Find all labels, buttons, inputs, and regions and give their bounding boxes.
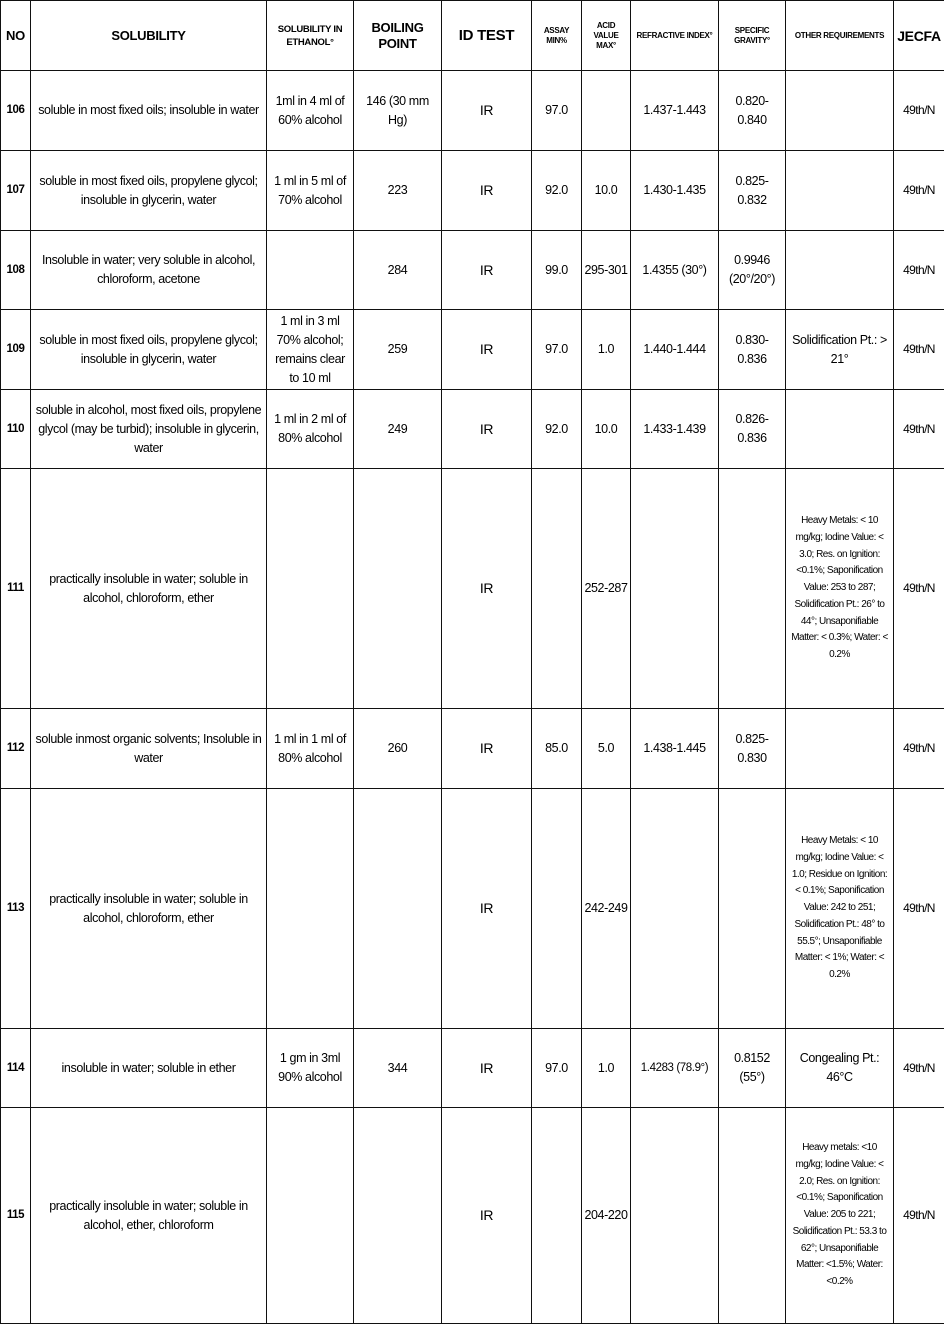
ethanol-cell: 1 ml in 2 ml of 80% alcohol: [267, 390, 354, 469]
boiling-point-cell: 146 (30 mm Hg): [354, 71, 442, 151]
jecfa-cell: 49th/N: [894, 310, 944, 390]
assay-cell: 97.0: [532, 1029, 582, 1108]
acid-value-cell: 5.0: [582, 709, 631, 789]
header-jecfa: JECFA: [894, 1, 944, 71]
id-test-cell: IR: [442, 789, 532, 1029]
table-row: [1, 1029, 944, 1108]
boiling-point-cell: 259: [354, 310, 442, 390]
refractive-index-cell: 1.4355 (30°): [631, 231, 719, 310]
assay-cell: 99.0: [532, 231, 582, 310]
boiling-point-cell: [354, 789, 442, 1029]
id-test-cell: IR: [442, 1108, 532, 1324]
row-number: 107: [1, 151, 31, 231]
refractive-index-cell: [631, 789, 719, 1029]
ethanol-cell: 1 ml in 3 ml 70% alcohol; remains clear to 10 ml: [267, 310, 354, 390]
ethanol-cell: [267, 469, 354, 709]
assay-cell: [532, 1108, 582, 1324]
assay-cell: 85.0: [532, 709, 582, 789]
acid-value-cell: 204-220: [582, 1108, 631, 1324]
acid-value-cell: 252-287: [582, 469, 631, 709]
assay-cell: 97.0: [532, 71, 582, 151]
jecfa-cell: 49th/N: [894, 1108, 944, 1324]
refractive-index-cell: 1.440-1.444: [631, 310, 719, 390]
id-test-cell: IR: [442, 310, 532, 390]
id-test-cell: IR: [442, 71, 532, 151]
specific-gravity-cell: 0.820-0.840: [719, 71, 786, 151]
jecfa-cell: 49th/N: [894, 390, 944, 469]
row-number: 109: [1, 310, 31, 390]
header-row: [1, 1, 944, 71]
assay-cell: [532, 469, 582, 709]
boiling-point-cell: 223: [354, 151, 442, 231]
assay-cell: 97.0: [532, 310, 582, 390]
solubility-cell: practically insoluble in water; soluble in alcohol, chloroform, ether: [31, 469, 267, 709]
jecfa-cell: 49th/N: [894, 469, 944, 709]
other-requirements-cell: Solidification Pt.: > 21°: [786, 310, 894, 390]
specific-gravity-cell: [719, 469, 786, 709]
specific-gravity-cell: 0.8152 (55°): [719, 1029, 786, 1108]
acid-value-cell: 1.0: [582, 1029, 631, 1108]
header-other-requirements: OTHER REQUIREMENTS: [786, 1, 894, 71]
other-requirements-cell: [786, 151, 894, 231]
other-requirements-cell: [786, 71, 894, 151]
header-specific-gravity: SPECIFIC GRAVITY°: [719, 1, 786, 71]
row-number: 114: [1, 1029, 31, 1108]
row-number: 115: [1, 1108, 31, 1324]
assay-cell: 92.0: [532, 390, 582, 469]
other-requirements-cell: [786, 390, 894, 469]
ethanol-cell: [267, 231, 354, 310]
other-requirements-cell: [786, 709, 894, 789]
row-number: 110: [1, 390, 31, 469]
solubility-cell: soluble in most fixed oils, propylene glycol; insoluble in glycerin, water: [31, 151, 267, 231]
refractive-index-cell: [631, 469, 719, 709]
row-number: 108: [1, 231, 31, 310]
header-acid-value: ACID VALUE MAX°: [582, 1, 631, 71]
header-solubility: SOLUBILITY: [31, 1, 267, 71]
jecfa-cell: 49th/N: [894, 71, 944, 151]
ethanol-cell: 1 ml in 1 ml of 80% alcohol: [267, 709, 354, 789]
header-solubility-in-ethanol: SOLUBILITY IN ETHANOL°: [267, 1, 354, 71]
specific-gravity-cell: 0.825-0.830: [719, 709, 786, 789]
assay-cell: 92.0: [532, 151, 582, 231]
other-requirements-cell: Heavy Metals: < 10 mg/kg; Iodine Value: < 3.0; Res. on Ignition: <0.1%; Saponification Value: 253 to 287; Solidification Pt.: 26° to 44°; Unsaponifiable Matter: < 0.3%; Water: < 0.2%: [786, 469, 894, 709]
table-row: [1, 151, 944, 231]
ethanol-cell: 1 gm in 3ml 90% alcohol: [267, 1029, 354, 1108]
solubility-cell: soluble in alcohol, most fixed oils, propylene glycol (may be turbid); insoluble in glycerin, water: [31, 390, 267, 469]
specific-gravity-cell: [719, 789, 786, 1029]
solubility-cell: insoluble in water; soluble in ether: [31, 1029, 267, 1108]
row-number: 112: [1, 709, 31, 789]
refractive-index-cell: 1.430-1.435: [631, 151, 719, 231]
jecfa-cell: 49th/N: [894, 1029, 944, 1108]
solubility-cell: soluble in most fixed oils; insoluble in water: [31, 71, 267, 151]
other-requirements-cell: Congealing Pt.: 46°C: [786, 1029, 894, 1108]
jecfa-cell: 49th/N: [894, 231, 944, 310]
jecfa-cell: 49th/N: [894, 709, 944, 789]
table-row: [1, 709, 944, 789]
id-test-cell: IR: [442, 469, 532, 709]
solubility-cell: Insoluble in water; very soluble in alcohol, chloroform, acetone: [31, 231, 267, 310]
solubility-cell: practically insoluble in water; soluble in alcohol, chloroform, ether: [31, 789, 267, 1029]
other-requirements-cell: Heavy metals: <10 mg/kg; Iodine Value: < 2.0; Res. on Ignition: <0.1%; Saponification Value: 205 to 221; Solidification Pt.: 53.3 to 62°; Unsaponifiable Matter: <1.5%; Water: <0.2%: [786, 1108, 894, 1324]
acid-value-cell: 10.0: [582, 151, 631, 231]
refractive-index-cell: 1.433-1.439: [631, 390, 719, 469]
id-test-cell: IR: [442, 1029, 532, 1108]
table-row: [1, 469, 944, 709]
id-test-cell: IR: [442, 151, 532, 231]
assay-cell: [532, 789, 582, 1029]
acid-value-cell: [582, 71, 631, 151]
header-no: NO: [1, 1, 31, 71]
boiling-point-cell: [354, 1108, 442, 1324]
id-test-cell: IR: [442, 709, 532, 789]
refractive-index-cell: 1.437-1.443: [631, 71, 719, 151]
table-row: [1, 310, 944, 390]
boiling-point-cell: 284: [354, 231, 442, 310]
ethanol-cell: 1 ml in 5 ml of 70% alcohol: [267, 151, 354, 231]
specific-gravity-cell: 0.825-0.832: [719, 151, 786, 231]
solubility-cell: soluble inmost organic solvents; Insoluble in water: [31, 709, 267, 789]
specific-gravity-cell: 0.830-0.836: [719, 310, 786, 390]
table-row: [1, 1108, 944, 1324]
header-id-test: ID TEST: [442, 1, 532, 71]
ethanol-cell: 1ml in 4 ml of 60% alcohol: [267, 71, 354, 151]
refractive-index-cell: [631, 1108, 719, 1324]
jecfa-cell: 49th/N: [894, 789, 944, 1029]
header-refractive-index: REFRACTIVE INDEX°: [631, 1, 719, 71]
solubility-cell: soluble in most fixed oils, propylene glycol; insoluble in glycerin, water: [31, 310, 267, 390]
row-number: 106: [1, 71, 31, 151]
header-assay: ASSAY MIN%: [532, 1, 582, 71]
header-boiling-point: BOILING POINT: [354, 1, 442, 71]
table-row: [1, 231, 944, 310]
acid-value-cell: 295-301: [582, 231, 631, 310]
refractive-index-cell: 1.4283 (78.9°): [631, 1029, 719, 1108]
boiling-point-cell: [354, 469, 442, 709]
specific-gravity-cell: 0.826-0.836: [719, 390, 786, 469]
specific-gravity-cell: 0.9946 (20°/20°): [719, 231, 786, 310]
other-requirements-cell: Heavy Metals: < 10 mg/kg; Iodine Value: < 1.0; Residue on Ignition: < 0.1%; Saponification Value: 242 to 251; Solidification Pt.: 48° to 55.5°; Unsaponifiable Matter: < 1%; Water: < 0.2%: [786, 789, 894, 1029]
refractive-index-cell: 1.438-1.445: [631, 709, 719, 789]
table-row: [1, 71, 944, 151]
ethanol-cell: [267, 789, 354, 1029]
ethanol-cell: [267, 1108, 354, 1324]
acid-value-cell: 10.0: [582, 390, 631, 469]
row-number: 111: [1, 469, 31, 709]
acid-value-cell: 1.0: [582, 310, 631, 390]
table-row: [1, 789, 944, 1029]
acid-value-cell: 242-249: [582, 789, 631, 1029]
boiling-point-cell: 249: [354, 390, 442, 469]
id-test-cell: IR: [442, 390, 532, 469]
boiling-point-cell: 344: [354, 1029, 442, 1108]
other-requirements-cell: [786, 231, 894, 310]
jecfa-cell: 49th/N: [894, 151, 944, 231]
boiling-point-cell: 260: [354, 709, 442, 789]
specific-gravity-cell: [719, 1108, 786, 1324]
table-row: [1, 390, 944, 469]
row-number: 113: [1, 789, 31, 1029]
solubility-cell: practically insoluble in water; soluble in alcohol, ether, chloroform: [31, 1108, 267, 1324]
id-test-cell: IR: [442, 231, 532, 310]
